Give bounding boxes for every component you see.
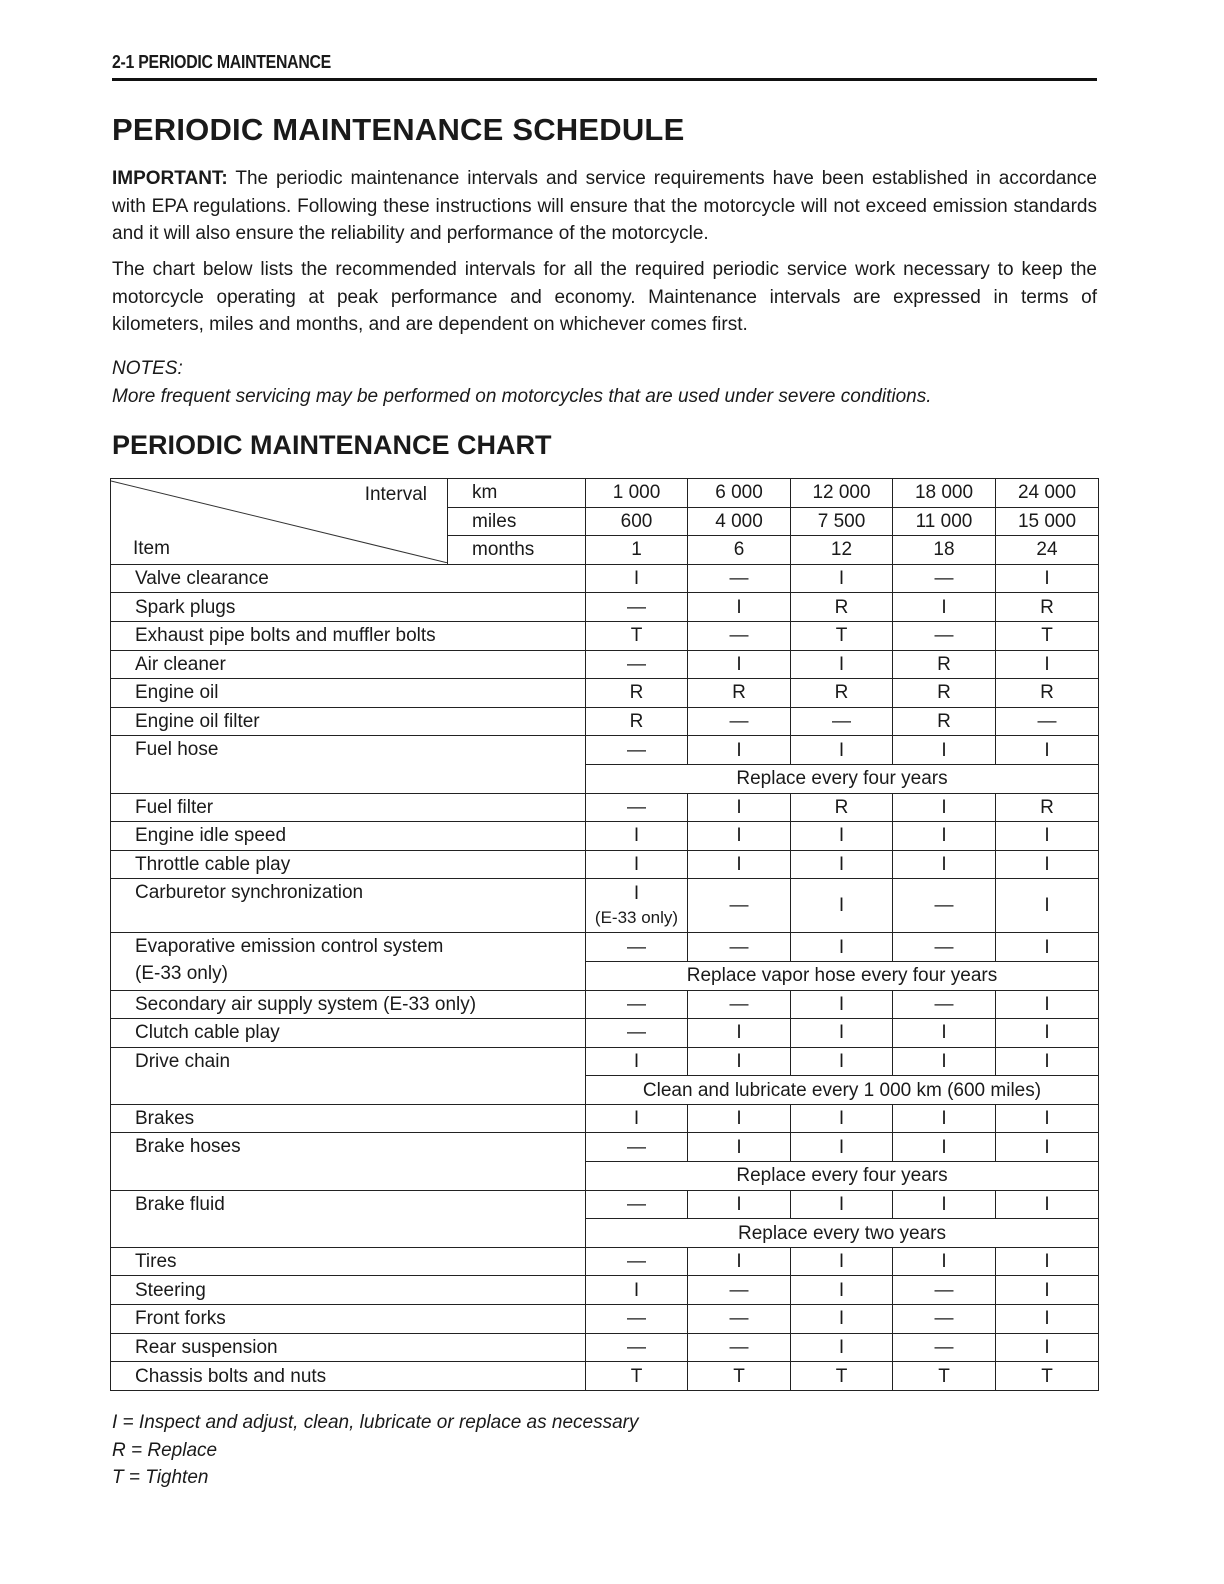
table-row <box>111 1190 1099 1219</box>
interval-cell: — <box>586 1019 688 1048</box>
months-value: 18 <box>893 536 996 565</box>
table-row <box>111 1305 1099 1334</box>
interval-cell: I <box>996 879 1099 933</box>
interval-cell: — <box>688 1333 791 1362</box>
interval-cell: T <box>996 621 1099 650</box>
interval-cell: I <box>688 822 791 851</box>
item-name: Engine oil <box>111 679 586 708</box>
item-name: Tires <box>111 1247 586 1276</box>
notes-label: NOTES: <box>112 358 183 379</box>
interval-cell: I <box>893 1047 996 1076</box>
item-name: Drive chain <box>111 1047 586 1104</box>
item-name-line1: Evaporative emission control system <box>135 936 444 958</box>
table-row <box>111 822 1099 851</box>
months-value: 1 <box>586 536 688 565</box>
interval-cell: T <box>791 621 893 650</box>
interval-cell: T <box>688 1362 791 1391</box>
interval-cell: — <box>893 1276 996 1305</box>
interval-cell: I <box>791 1047 893 1076</box>
table-row <box>111 1047 1099 1076</box>
interval-cell: I <box>791 1104 893 1133</box>
table-row <box>111 1104 1099 1133</box>
interval-cell: I <box>996 1305 1099 1334</box>
interval-cell: R <box>586 679 688 708</box>
months-value: 6 <box>688 536 791 565</box>
table-row <box>111 1333 1099 1362</box>
page-title: PERIODIC MAINTENANCE SCHEDULE <box>112 112 685 147</box>
interval-cell: I <box>791 850 893 879</box>
km-value: 24 000 <box>996 479 1099 508</box>
table-row <box>111 679 1099 708</box>
interval-cell: — <box>893 1333 996 1362</box>
item-name: Secondary air supply system (E-33 only) <box>111 990 586 1019</box>
interval-cell: — <box>688 621 791 650</box>
interval-cell: R <box>996 793 1099 822</box>
interval-cell: I <box>893 822 996 851</box>
interval-cell: — <box>791 707 893 736</box>
interval-cell: — <box>893 564 996 593</box>
interval-cell: — <box>688 990 791 1019</box>
interval-cell: I <box>791 1133 893 1162</box>
interval-cell: I <box>996 1104 1099 1133</box>
interval-cell: I <box>893 793 996 822</box>
interval-cell: I <box>688 850 791 879</box>
interval-cell: — <box>688 1305 791 1334</box>
interval-cell: I <box>586 1276 688 1305</box>
item-name: Exhaust pipe bolts and muffler bolts <box>111 621 586 650</box>
interval-cell: R <box>791 793 893 822</box>
item-name <box>111 933 586 990</box>
interval-cell: T <box>996 1362 1099 1391</box>
item-name: Fuel hose <box>111 736 586 793</box>
interval-cell: — <box>586 933 688 962</box>
table-row <box>111 850 1099 879</box>
carb-first-note: (E-33 only) <box>594 907 679 927</box>
table-row <box>111 593 1099 622</box>
item-name: Brake fluid <box>111 1190 586 1247</box>
table-row <box>111 736 1099 765</box>
interval-cell: I <box>996 1047 1099 1076</box>
interval-cell: I <box>996 990 1099 1019</box>
interval-cell: — <box>586 793 688 822</box>
miles-value: 600 <box>586 507 688 536</box>
km-value: 18 000 <box>893 479 996 508</box>
legend <box>112 1409 639 1492</box>
item-name: Air cleaner <box>111 650 586 679</box>
interval-cell: I <box>996 1276 1099 1305</box>
interval-cell: I <box>893 1104 996 1133</box>
chart-intro-paragraph: The chart below lists the recommended intervals for all the required periodic service work necessary to keep the motorcycle operating at peak performance and economy. Maintenance intervals are expressed in terms of kilometers, miles and months, and are dependent on whichever comes first. <box>112 259 1097 336</box>
replacement-note: Replace vapor hose every four years <box>586 961 1099 990</box>
important-paragraph <box>112 165 1097 248</box>
months-value: 24 <box>996 536 1099 565</box>
item-name: Carburetor synchronization <box>111 879 586 933</box>
interval-cell: R <box>996 679 1099 708</box>
item-name: Engine idle speed <box>111 822 586 851</box>
legend-inspect: I = Inspect and adjust, clean, lubricate or replace as necessary <box>112 1412 639 1433</box>
interval-cell: — <box>586 1247 688 1276</box>
interval-cell: I <box>688 1047 791 1076</box>
interval-cell: — <box>688 1276 791 1305</box>
interval-cell: I <box>893 1247 996 1276</box>
interval-cell: — <box>586 736 688 765</box>
interval-cell: I <box>791 1019 893 1048</box>
miles-value: 4 000 <box>688 507 791 536</box>
interval-cell: I <box>688 593 791 622</box>
interval-cell: — <box>688 879 791 933</box>
interval-cell: I <box>791 1190 893 1219</box>
interval-cell: — <box>586 1305 688 1334</box>
item-name: Throttle cable play <box>111 850 586 879</box>
item-label: Item <box>133 537 170 559</box>
interval-cell: R <box>996 593 1099 622</box>
table-row <box>111 1247 1099 1276</box>
interval-cell: T <box>791 1362 893 1391</box>
interval-cell: I <box>893 1019 996 1048</box>
table-row <box>111 933 1099 962</box>
interval-cell: I <box>893 593 996 622</box>
interval-cell: — <box>586 593 688 622</box>
interval-cell: — <box>893 933 996 962</box>
interval-cell: — <box>688 933 791 962</box>
interval-cell: I <box>996 822 1099 851</box>
interval-cell: — <box>586 1133 688 1162</box>
item-name: Brakes <box>111 1104 586 1133</box>
interval-cell: I <box>791 879 893 933</box>
interval-cell: I <box>893 1190 996 1219</box>
replacement-note: Replace every two years <box>586 1219 1099 1248</box>
interval-cell: I <box>996 850 1099 879</box>
interval-cell: I <box>586 564 688 593</box>
interval-cell: I <box>996 564 1099 593</box>
km-value: 1 000 <box>586 479 688 508</box>
interval-cell: I <box>791 564 893 593</box>
legend-tighten: T = Tighten <box>112 1467 209 1488</box>
interval-cell: T <box>893 1362 996 1391</box>
item-name: Rear suspension <box>111 1333 586 1362</box>
carb-first-value: I <box>633 882 640 904</box>
interval-cell: — <box>893 990 996 1019</box>
interval-cell: I <box>791 650 893 679</box>
interval-cell: I <box>893 850 996 879</box>
interval-cell: T <box>586 621 688 650</box>
interval-cell: R <box>688 679 791 708</box>
item-name: Steering <box>111 1276 586 1305</box>
interval-cell: R <box>586 707 688 736</box>
interval-cell: R <box>893 707 996 736</box>
running-head: 2-1 PERIODIC MAINTENANCE <box>112 52 331 72</box>
legend-replace: R = Replace <box>112 1439 218 1461</box>
interval-cell: I <box>791 990 893 1019</box>
maintenance-chart <box>110 478 1099 1391</box>
interval-cell: I <box>688 1190 791 1219</box>
interval-cell: R <box>893 650 996 679</box>
table-row <box>111 650 1099 679</box>
interval-cell: — <box>586 1190 688 1219</box>
item-name: Brake hoses <box>111 1133 586 1190</box>
interval-cell: T <box>586 1362 688 1391</box>
table-row <box>111 793 1099 822</box>
interval-cell: — <box>688 564 791 593</box>
interval-cell: I <box>688 1133 791 1162</box>
interval-cell: R <box>791 679 893 708</box>
important-label: IMPORTANT: <box>112 168 228 189</box>
interval-cell <box>586 879 688 933</box>
interval-cell: I <box>791 822 893 851</box>
unit-km: km <box>448 479 586 508</box>
header-corner-cell <box>111 479 448 565</box>
interval-cell: — <box>586 990 688 1019</box>
table-row <box>111 1019 1099 1048</box>
lubrication-note: Clean and lubricate every 1 000 km (600 miles) <box>586 1076 1099 1105</box>
miles-value: 15 000 <box>996 507 1099 536</box>
interval-cell: I <box>996 933 1099 962</box>
interval-cell: R <box>893 679 996 708</box>
interval-cell: — <box>586 650 688 679</box>
km-value: 6 000 <box>688 479 791 508</box>
table-row <box>111 1362 1099 1391</box>
interval-cell: — <box>893 879 996 933</box>
miles-value: 11 000 <box>893 507 996 536</box>
table-row <box>111 1276 1099 1305</box>
months-value: 12 <box>791 536 893 565</box>
header-row-km <box>111 479 1099 508</box>
interval-cell: I <box>688 1247 791 1276</box>
interval-cell: I <box>996 1019 1099 1048</box>
interval-label: Interval <box>364 484 427 505</box>
interval-cell: I <box>688 736 791 765</box>
notes-text: More frequent servicing may be performed on motorcycles that are used under severe conditions. <box>112 386 932 407</box>
item-name-line2: (E-33 only) <box>135 963 228 985</box>
interval-cell: I <box>996 736 1099 765</box>
item-name: Valve clearance <box>111 564 586 593</box>
important-text: The periodic maintenance intervals and service requirements have been established in accordance with EPA regulations. Following these instructions will ensure that the motorcycle will not exceed emission standards and it will also ensure the reliability and performance of the motorcycle. <box>112 168 1097 245</box>
replacement-note: Replace every four years <box>586 764 1099 793</box>
miles-value: 7 500 <box>791 507 893 536</box>
interval-cell: I <box>996 1333 1099 1362</box>
interval-cell: I <box>791 933 893 962</box>
header-rule <box>112 78 1097 81</box>
table-row <box>111 1133 1099 1162</box>
interval-cell: — <box>893 621 996 650</box>
interval-cell: I <box>586 1104 688 1133</box>
table-row <box>111 564 1099 593</box>
interval-cell: — <box>996 707 1099 736</box>
interval-cell: I <box>586 822 688 851</box>
table-row <box>111 621 1099 650</box>
interval-cell: I <box>791 1247 893 1276</box>
item-name: Fuel filter <box>111 793 586 822</box>
interval-cell: I <box>996 1247 1099 1276</box>
item-name: Front forks <box>111 1305 586 1334</box>
item-name: Clutch cable play <box>111 1019 586 1048</box>
item-name: Spark plugs <box>111 593 586 622</box>
interval-cell: I <box>791 736 893 765</box>
interval-cell: I <box>688 1019 791 1048</box>
interval-cell: I <box>893 736 996 765</box>
unit-months: months <box>448 536 586 565</box>
interval-cell: I <box>688 650 791 679</box>
interval-cell: I <box>586 1047 688 1076</box>
interval-cell: I <box>791 1305 893 1334</box>
interval-cell: I <box>996 1190 1099 1219</box>
interval-cell: I <box>893 1133 996 1162</box>
interval-cell: I <box>791 1333 893 1362</box>
km-value: 12 000 <box>791 479 893 508</box>
item-name: Chassis bolts and nuts <box>111 1362 586 1391</box>
interval-cell: — <box>688 707 791 736</box>
interval-cell: I <box>688 1104 791 1133</box>
interval-cell: I <box>996 1133 1099 1162</box>
interval-cell: R <box>791 593 893 622</box>
notes-block <box>112 355 1097 411</box>
interval-cell: I <box>791 1276 893 1305</box>
replacement-note: Replace every four years <box>586 1162 1099 1191</box>
interval-cell: I <box>996 650 1099 679</box>
interval-cell: — <box>893 1305 996 1334</box>
unit-miles: miles <box>448 507 586 536</box>
interval-cell: I <box>586 850 688 879</box>
table-row <box>111 990 1099 1019</box>
table-row <box>111 879 1099 933</box>
table-row <box>111 707 1099 736</box>
item-name: Engine oil filter <box>111 707 586 736</box>
interval-cell: I <box>688 793 791 822</box>
interval-cell: — <box>586 1333 688 1362</box>
chart-title: PERIODIC MAINTENANCE CHART <box>112 430 552 460</box>
